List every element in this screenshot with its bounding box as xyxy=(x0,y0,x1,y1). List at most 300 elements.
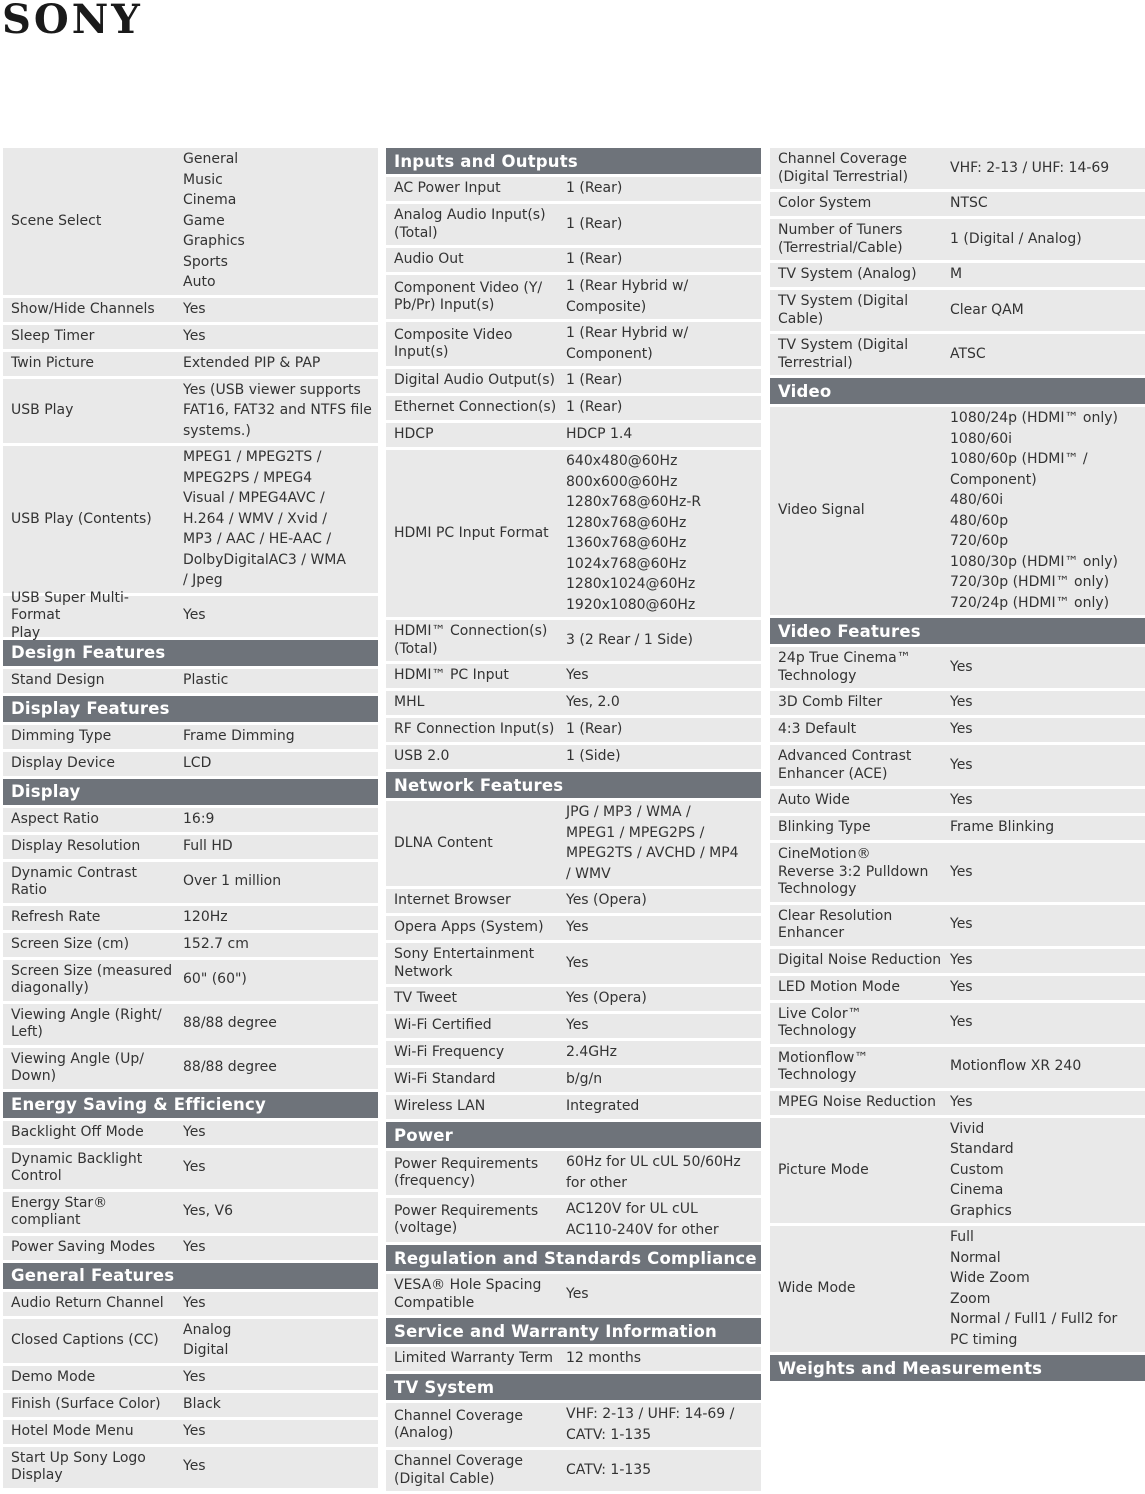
spec-value-line: 720/60p xyxy=(950,533,1009,549)
spec-label xyxy=(386,667,566,685)
spec-row-wi-fi-certified xyxy=(386,1014,761,1038)
spec-label xyxy=(770,1006,950,1041)
spec-label xyxy=(3,511,183,529)
spec-row-tv-system-digital-cable xyxy=(770,290,1145,331)
spec-value xyxy=(183,1295,378,1313)
spec-label-line: HDMI™ Connection(s) xyxy=(394,623,548,639)
spec-value-line: Yes, V6 xyxy=(183,1203,233,1220)
spec-value-line: 1 (Rear Hybrid w/ xyxy=(566,278,689,294)
spec-label xyxy=(386,748,566,766)
spec-label-line: Technology xyxy=(778,667,857,684)
spec-label-line: 3D Comb Filter xyxy=(778,694,883,711)
spec-value-line: 1 (Rear) xyxy=(566,215,623,232)
spec-label-line: Screen Size (measured xyxy=(11,962,173,979)
spec-value xyxy=(183,672,378,690)
spec-value xyxy=(566,278,761,316)
spec-row-usb-super-multi-format-play xyxy=(3,589,378,641)
spec-row-mhl xyxy=(386,691,761,715)
spec-value-line: Full HD xyxy=(183,837,233,854)
spec-value-line: Yes (USB viewer supports xyxy=(183,381,361,398)
spec-label-line: Left) xyxy=(11,1024,43,1040)
spec-value-line: 60" (60") xyxy=(183,971,247,988)
spec-value-line: CATV: 1-135 xyxy=(566,1461,652,1478)
spec-value-line: H.264 / WMV / Xvid / xyxy=(183,510,328,527)
spec-label-line: (frequency) xyxy=(394,1173,476,1189)
spec-row-power-requirements-frequency xyxy=(386,1151,761,1195)
spec-label-line: Stand Design xyxy=(11,671,105,688)
spec-label-line: MHL xyxy=(394,694,425,711)
spec-label xyxy=(3,590,183,643)
spec-value xyxy=(950,160,1145,178)
spec-label-line: compliant xyxy=(11,1212,81,1228)
spec-row-stand-design xyxy=(3,669,378,693)
spec-row-composite-video-input-s xyxy=(386,322,761,366)
spec-value-line: 1080/60i xyxy=(950,430,1013,447)
section-header-weights-and-measurements: Weights and Measurements xyxy=(770,1355,1145,1381)
spec-label-line: (voltage) xyxy=(394,1220,458,1236)
spec-value-line: Yes xyxy=(566,1285,589,1302)
section-header-video: Video xyxy=(770,378,1145,404)
spec-row-channel-coverage-digital-terrestrial xyxy=(770,148,1145,189)
spec-value-line: 720/24p (HDMI™ only) xyxy=(950,594,1110,611)
spec-value xyxy=(566,694,761,712)
spec-label-line: Enhancer (ACE) xyxy=(778,765,888,782)
section-header-network-features: Network Features xyxy=(386,772,761,798)
spec-label-line: Demo Mode xyxy=(11,1368,96,1385)
spec-value xyxy=(183,1396,378,1414)
spec-value xyxy=(566,325,761,363)
spec-value xyxy=(183,1239,378,1257)
spec-value xyxy=(950,410,1145,612)
spec-value xyxy=(566,892,761,910)
spec-value xyxy=(950,952,1145,970)
spec-value xyxy=(566,1154,761,1192)
spec-label-line: Composite Video xyxy=(394,326,513,343)
spec-value-line: Yes xyxy=(183,327,206,344)
spec-label-line: TV System (Digital xyxy=(778,337,909,353)
spec-label xyxy=(3,1450,183,1485)
spec-row-finish-surface-color xyxy=(3,1393,378,1417)
spec-label xyxy=(770,792,950,810)
spec-label-line: Analog Audio Input(s) xyxy=(394,207,546,223)
spec-label xyxy=(770,694,950,712)
spec-value-line: 1 (Rear) xyxy=(566,372,623,389)
spec-row-auto-wide xyxy=(770,789,1145,813)
spec-label-line: Pb/Pr) Input(s) xyxy=(394,297,495,313)
spec-value xyxy=(950,819,1145,837)
spec-label-line: Ratio xyxy=(11,882,47,898)
spec-label xyxy=(770,650,950,685)
spec-value xyxy=(950,864,1145,882)
spec-value-line: Wide Zoom xyxy=(950,1270,1030,1286)
spec-label xyxy=(3,672,183,690)
spec-label xyxy=(386,207,566,242)
spec-label xyxy=(770,748,950,783)
spec-label xyxy=(770,502,950,520)
spec-label xyxy=(770,151,950,186)
spec-row-limited-warranty-term xyxy=(386,1347,761,1371)
section-header-regulation-and-standards-compliance: Regulation and Standards Compliance xyxy=(386,1245,761,1271)
spec-label xyxy=(3,963,183,998)
spec-label-line: Start Up Sony Logo xyxy=(11,1449,146,1466)
spec-label-line: MPEG Noise Reduction xyxy=(778,1093,936,1110)
spec-label xyxy=(3,936,183,954)
spec-row-cinemotion-reverse-3-2-pulldown-technology xyxy=(770,843,1145,902)
spec-value-line: 1280x768@60Hz xyxy=(566,514,687,531)
spec-label xyxy=(386,1156,566,1191)
section-header-display: Display xyxy=(3,779,378,805)
spec-label-line: Digital Noise Reduction xyxy=(778,951,942,968)
spec-value-line: AC110-240V for other xyxy=(566,1221,719,1238)
spec-value-line: 720/30p (HDMI™ only) xyxy=(950,574,1110,590)
spec-value xyxy=(183,838,378,856)
spec-label xyxy=(386,892,566,910)
spec-row-tv-system-analog xyxy=(770,263,1145,287)
spec-row-sony-entertainment-network xyxy=(386,943,761,984)
spec-label-line: Hotel Mode Menu xyxy=(11,1422,134,1439)
spec-row-usb-play xyxy=(3,379,378,444)
spec-label xyxy=(3,1295,183,1313)
spec-value-line: Graphics xyxy=(183,233,245,249)
spec-value-line: Yes xyxy=(183,607,206,624)
spec-value xyxy=(566,426,761,444)
spec-value-line: General xyxy=(183,151,239,167)
spec-value xyxy=(183,1015,378,1033)
spec-label xyxy=(3,865,183,900)
spec-value-line: NTSC xyxy=(950,195,988,212)
spec-value xyxy=(566,721,761,739)
spec-row-dynamic-backlight-control xyxy=(3,1148,378,1189)
spec-label-line: Closed Captions (CC) xyxy=(11,1331,159,1348)
spec-value xyxy=(183,328,378,346)
spec-label-line: Auto Wide xyxy=(778,792,850,809)
spec-value-line: MP3 / AAC / HE-AAC / xyxy=(183,531,332,547)
spec-value xyxy=(950,195,1145,213)
spec-value-line: Yes xyxy=(183,300,206,317)
spec-label-line: Wi-Fi Frequency xyxy=(394,1044,505,1061)
spec-value-line: Yes xyxy=(183,1238,206,1255)
spec-label xyxy=(386,1277,566,1312)
spec-label xyxy=(770,1162,950,1180)
spec-row-channel-coverage-digital-cable xyxy=(386,1450,761,1491)
spec-label xyxy=(386,623,566,658)
spec-value-line: 88/88 degree xyxy=(183,1015,277,1032)
spec-value-line: JPG / MP3 / WMA / xyxy=(566,804,691,820)
spec-label-line: Picture Mode xyxy=(778,1161,869,1178)
spec-label-line: 4:3 Default xyxy=(778,721,857,738)
spec-label-line: Internet Browser xyxy=(394,892,511,909)
spec-label xyxy=(3,213,183,231)
spec-value xyxy=(566,955,761,973)
spec-label-line: Viewing Angle (Up/ xyxy=(11,1050,144,1067)
spec-value-line: ATSC xyxy=(950,345,986,362)
spec-label xyxy=(3,1239,183,1257)
spec-value-line: Vivid xyxy=(950,1120,985,1137)
spec-label xyxy=(386,1071,566,1089)
spec-row-refresh-rate xyxy=(3,906,378,930)
spec-value-line: Clear QAM xyxy=(950,301,1024,318)
spec-value xyxy=(950,979,1145,997)
spec-label-line: Limited Warranty Term xyxy=(394,1350,554,1367)
spec-label-line: Show/Hide Channels xyxy=(11,300,155,317)
spec-label xyxy=(3,301,183,319)
spec-row-usb-play-contents xyxy=(3,446,378,593)
spec-value-line: Full xyxy=(950,1229,974,1245)
spec-value-line: 1280x1024@60Hz xyxy=(566,576,696,592)
spec-value xyxy=(183,755,378,773)
spec-value-line: 1920x1080@60Hz xyxy=(566,596,696,613)
spec-value-line: 1 (Rear) xyxy=(566,399,623,416)
spec-row-wireless-lan xyxy=(386,1095,761,1119)
spec-row-24p-true-cinema-technology xyxy=(770,647,1145,688)
spec-row-color-system xyxy=(770,192,1145,216)
spec-value xyxy=(183,1458,378,1476)
spec-row-tv-system-digital-terrestrial xyxy=(770,334,1145,375)
spec-value-line: Yes xyxy=(566,667,589,684)
section-header-energy-saving-efficiency: Energy Saving & Efficiency xyxy=(3,1092,378,1118)
spec-value xyxy=(566,399,761,417)
spec-row-scene-select xyxy=(3,148,378,295)
spec-label-line: USB 2.0 xyxy=(394,748,450,765)
spec-row-clear-resolution-enhancer xyxy=(770,905,1145,946)
spec-value-line: Yes (Opera) xyxy=(566,892,647,909)
spec-value xyxy=(183,1159,378,1177)
spec-value xyxy=(183,1059,378,1077)
spec-label-line: Refresh Rate xyxy=(11,908,101,925)
spec-row-audio-out xyxy=(386,248,761,272)
spec-row-digital-noise-reduction xyxy=(770,949,1145,973)
spec-label-line: CineMotion® xyxy=(778,846,871,862)
spec-label-line: (Total) xyxy=(394,640,438,657)
spec-label xyxy=(770,908,950,943)
spec-value-line: 480/60p xyxy=(950,512,1009,529)
spec-value-line: Black xyxy=(183,1395,221,1412)
spec-label-line: TV Tweet xyxy=(394,990,457,1007)
spec-value-line: Composite) xyxy=(566,298,647,315)
spec-row-aspect-ratio xyxy=(3,808,378,832)
spec-value-line: MPEG2TS / AVCHD / MP4 xyxy=(566,845,739,861)
spec-label xyxy=(3,1051,183,1086)
spec-label-line: Ethernet Connection(s) xyxy=(394,399,557,416)
spec-label xyxy=(770,1094,950,1112)
spec-label-line: Advanced Contrast xyxy=(778,748,912,764)
spec-label-line: Enhancer xyxy=(778,925,845,941)
spec-value-line: Yes xyxy=(566,919,589,936)
spec-row-3d-comb-filter xyxy=(770,691,1145,715)
spec-label-line: Channel Coverage xyxy=(394,1407,524,1424)
spec-label xyxy=(3,728,183,746)
section-header-service-and-warranty-information: Service and Warranty Information xyxy=(386,1318,761,1344)
spec-label-line: Dynamic Contrast xyxy=(11,864,138,881)
spec-row-component-video-y-pb-pr-input-s xyxy=(386,275,761,319)
spec-row-power-saving-modes xyxy=(3,1236,378,1260)
spec-label xyxy=(386,1017,566,1035)
spec-value-line: M xyxy=(950,266,963,283)
spec-value-line: Yes xyxy=(950,916,973,933)
spec-value-line: Component) xyxy=(566,345,653,362)
spec-column-right xyxy=(770,148,1145,1384)
spec-value xyxy=(566,216,761,234)
spec-value xyxy=(566,804,761,883)
spec-value xyxy=(566,1462,761,1480)
spec-value-line: CATV: 1-135 xyxy=(566,1426,652,1443)
spec-row-wide-mode xyxy=(770,1226,1145,1352)
spec-row-audio-return-channel xyxy=(3,1292,378,1316)
spec-value-line: Component) xyxy=(950,471,1037,488)
spec-row-opera-apps-system xyxy=(386,916,761,940)
spec-label-line: Terrestrial) xyxy=(778,354,853,371)
spec-label-line: Component Video (Y/ xyxy=(394,279,543,296)
spec-value-line: Standard xyxy=(950,1141,1014,1157)
spec-value-line: Graphics xyxy=(950,1202,1012,1219)
spec-value-line: 120Hz xyxy=(183,908,228,925)
spec-label-line: Dynamic Backlight xyxy=(11,1150,143,1167)
spec-label xyxy=(770,293,950,328)
spec-label xyxy=(386,1044,566,1062)
spec-row-screen-size-measured-diagonally xyxy=(3,960,378,1001)
spec-label-line: RF Connection Input(s) xyxy=(394,721,555,738)
spec-label-line: TV System (Analog) xyxy=(778,266,917,283)
spec-label-line: Power Saving Modes xyxy=(11,1238,156,1255)
spec-value xyxy=(566,1350,761,1368)
spec-value-line: Integrated xyxy=(566,1098,640,1115)
spec-value xyxy=(950,1094,1145,1112)
spec-value xyxy=(183,811,378,829)
spec-value xyxy=(566,251,761,269)
spec-value xyxy=(183,728,378,746)
spec-value-line: Yes xyxy=(950,1014,973,1031)
spec-row-rf-connection-input-s xyxy=(386,718,761,742)
spec-value-line: Normal / Full1 / Full2 for xyxy=(950,1311,1118,1327)
spec-label-line: Technology xyxy=(778,1067,857,1083)
spec-label xyxy=(386,946,566,981)
spec-label-line: Blinking Type xyxy=(778,819,871,836)
spec-value-line: 1080/24p (HDMI™ only) xyxy=(950,410,1118,426)
spec-value-line: Frame Blinking xyxy=(950,819,1055,836)
spec-value-line: 1024x768@60Hz xyxy=(566,555,687,572)
spec-value-line: 152.7 cm xyxy=(183,935,249,952)
spec-value-line: Yes xyxy=(183,1159,206,1176)
spec-value-line: 60Hz for UL cUL 50/60Hz xyxy=(566,1154,741,1170)
section-header-inputs-and-outputs: Inputs and Outputs xyxy=(386,148,761,174)
spec-label xyxy=(770,846,950,899)
spec-value xyxy=(566,372,761,390)
spec-value-line: MPEG1 / MPEG2TS / xyxy=(183,449,322,465)
spec-label-line: AC Power Input xyxy=(394,180,501,197)
spec-row-hotel-mode-menu xyxy=(3,1420,378,1444)
spec-label xyxy=(770,195,950,213)
spec-label xyxy=(3,1423,183,1441)
spec-label xyxy=(3,909,183,927)
spec-label-line: Channel Coverage xyxy=(778,151,908,167)
spec-label xyxy=(386,426,566,444)
spec-label xyxy=(770,819,950,837)
spec-label xyxy=(386,990,566,1008)
spec-value xyxy=(566,919,761,937)
spec-column-left xyxy=(3,148,378,1491)
spec-value-line: Cinema xyxy=(950,1182,1004,1198)
spec-label-line: Clear Resolution xyxy=(778,907,893,924)
spec-label xyxy=(386,327,566,362)
spec-row-vesa-hole-spacing-compatible xyxy=(386,1274,761,1315)
spec-value-line: Sports xyxy=(183,253,228,270)
spec-label-line: Channel Coverage xyxy=(394,1453,524,1469)
spec-value xyxy=(183,1203,378,1221)
spec-label-line: Backlight Off Mode xyxy=(11,1123,144,1140)
spec-value xyxy=(183,449,378,590)
spec-row-video-signal xyxy=(770,407,1145,615)
spec-value-line: VHF: 2-13 / UHF: 14-69 xyxy=(950,159,1110,176)
section-header-power: Power xyxy=(386,1122,761,1148)
spec-value-line: Yes xyxy=(950,721,973,738)
spec-label-line: Control xyxy=(11,1168,62,1184)
spec-value-line: Yes xyxy=(566,954,589,971)
spec-label-line: HDMI™ PC Input xyxy=(394,667,509,684)
spec-row-wi-fi-frequency xyxy=(386,1041,761,1065)
spec-row-screen-size-cm xyxy=(3,933,378,957)
spec-row-tv-tweet xyxy=(386,987,761,1011)
spec-row-closed-captions-cc xyxy=(3,1319,378,1363)
spec-row-viewing-angle-right-left xyxy=(3,1004,378,1045)
spec-value-line: AC120V for UL cUL xyxy=(566,1201,698,1217)
spec-value xyxy=(950,231,1145,249)
spec-value xyxy=(566,1406,761,1444)
spec-label-line: Input(s) xyxy=(394,344,449,360)
spec-label xyxy=(770,266,950,284)
spec-row-live-color-technology xyxy=(770,1003,1145,1044)
spec-value xyxy=(183,936,378,954)
spec-label xyxy=(3,1124,183,1142)
spec-row-internet-browser xyxy=(386,889,761,913)
spec-value xyxy=(566,1098,761,1116)
spec-label-line: Wide Mode xyxy=(778,1280,856,1297)
spec-value xyxy=(183,1322,378,1360)
spec-label-line: Scene Select xyxy=(11,212,102,229)
spec-value-line: Yes xyxy=(183,1458,206,1475)
spec-value-line: VHF: 2-13 / UHF: 14-69 / xyxy=(566,1406,735,1422)
spec-label xyxy=(386,525,566,543)
spec-label-line: HDMI PC Input Format xyxy=(394,524,549,541)
spec-value xyxy=(950,694,1145,712)
spec-value xyxy=(566,1017,761,1035)
spec-label xyxy=(3,1151,183,1186)
spec-label xyxy=(3,402,183,420)
spec-row-sleep-timer xyxy=(3,325,378,349)
spec-value-line: Over 1 million xyxy=(183,873,282,890)
spec-label-line: Motionflow™ xyxy=(778,1049,869,1066)
spec-value-line: HDCP 1.4 xyxy=(566,426,633,443)
spec-value-line: Yes xyxy=(950,694,973,711)
spec-label xyxy=(386,180,566,198)
spec-value xyxy=(566,632,761,650)
spec-label-line: USB Super Multi-Format xyxy=(11,589,129,624)
spec-value-line: Auto xyxy=(183,274,216,290)
spec-label xyxy=(386,280,566,315)
spec-label xyxy=(3,755,183,773)
spec-value-line: FAT16, FAT32 and NTFS file xyxy=(183,402,372,418)
spec-label xyxy=(3,1007,183,1042)
spec-value-line: Music xyxy=(183,171,223,188)
section-header-general-features: General Features xyxy=(3,1263,378,1289)
spec-label-line: Energy Star® xyxy=(11,1194,108,1211)
spec-row-show-hide-channels xyxy=(3,298,378,322)
spec-value-line: Yes xyxy=(566,1017,589,1034)
spec-label-line: Compatible xyxy=(394,1294,475,1311)
spec-label-line: USB Play (Contents) xyxy=(11,510,152,527)
spec-label-line: (Analog) xyxy=(394,1425,454,1441)
spec-label xyxy=(3,838,183,856)
spec-label xyxy=(3,1195,183,1230)
